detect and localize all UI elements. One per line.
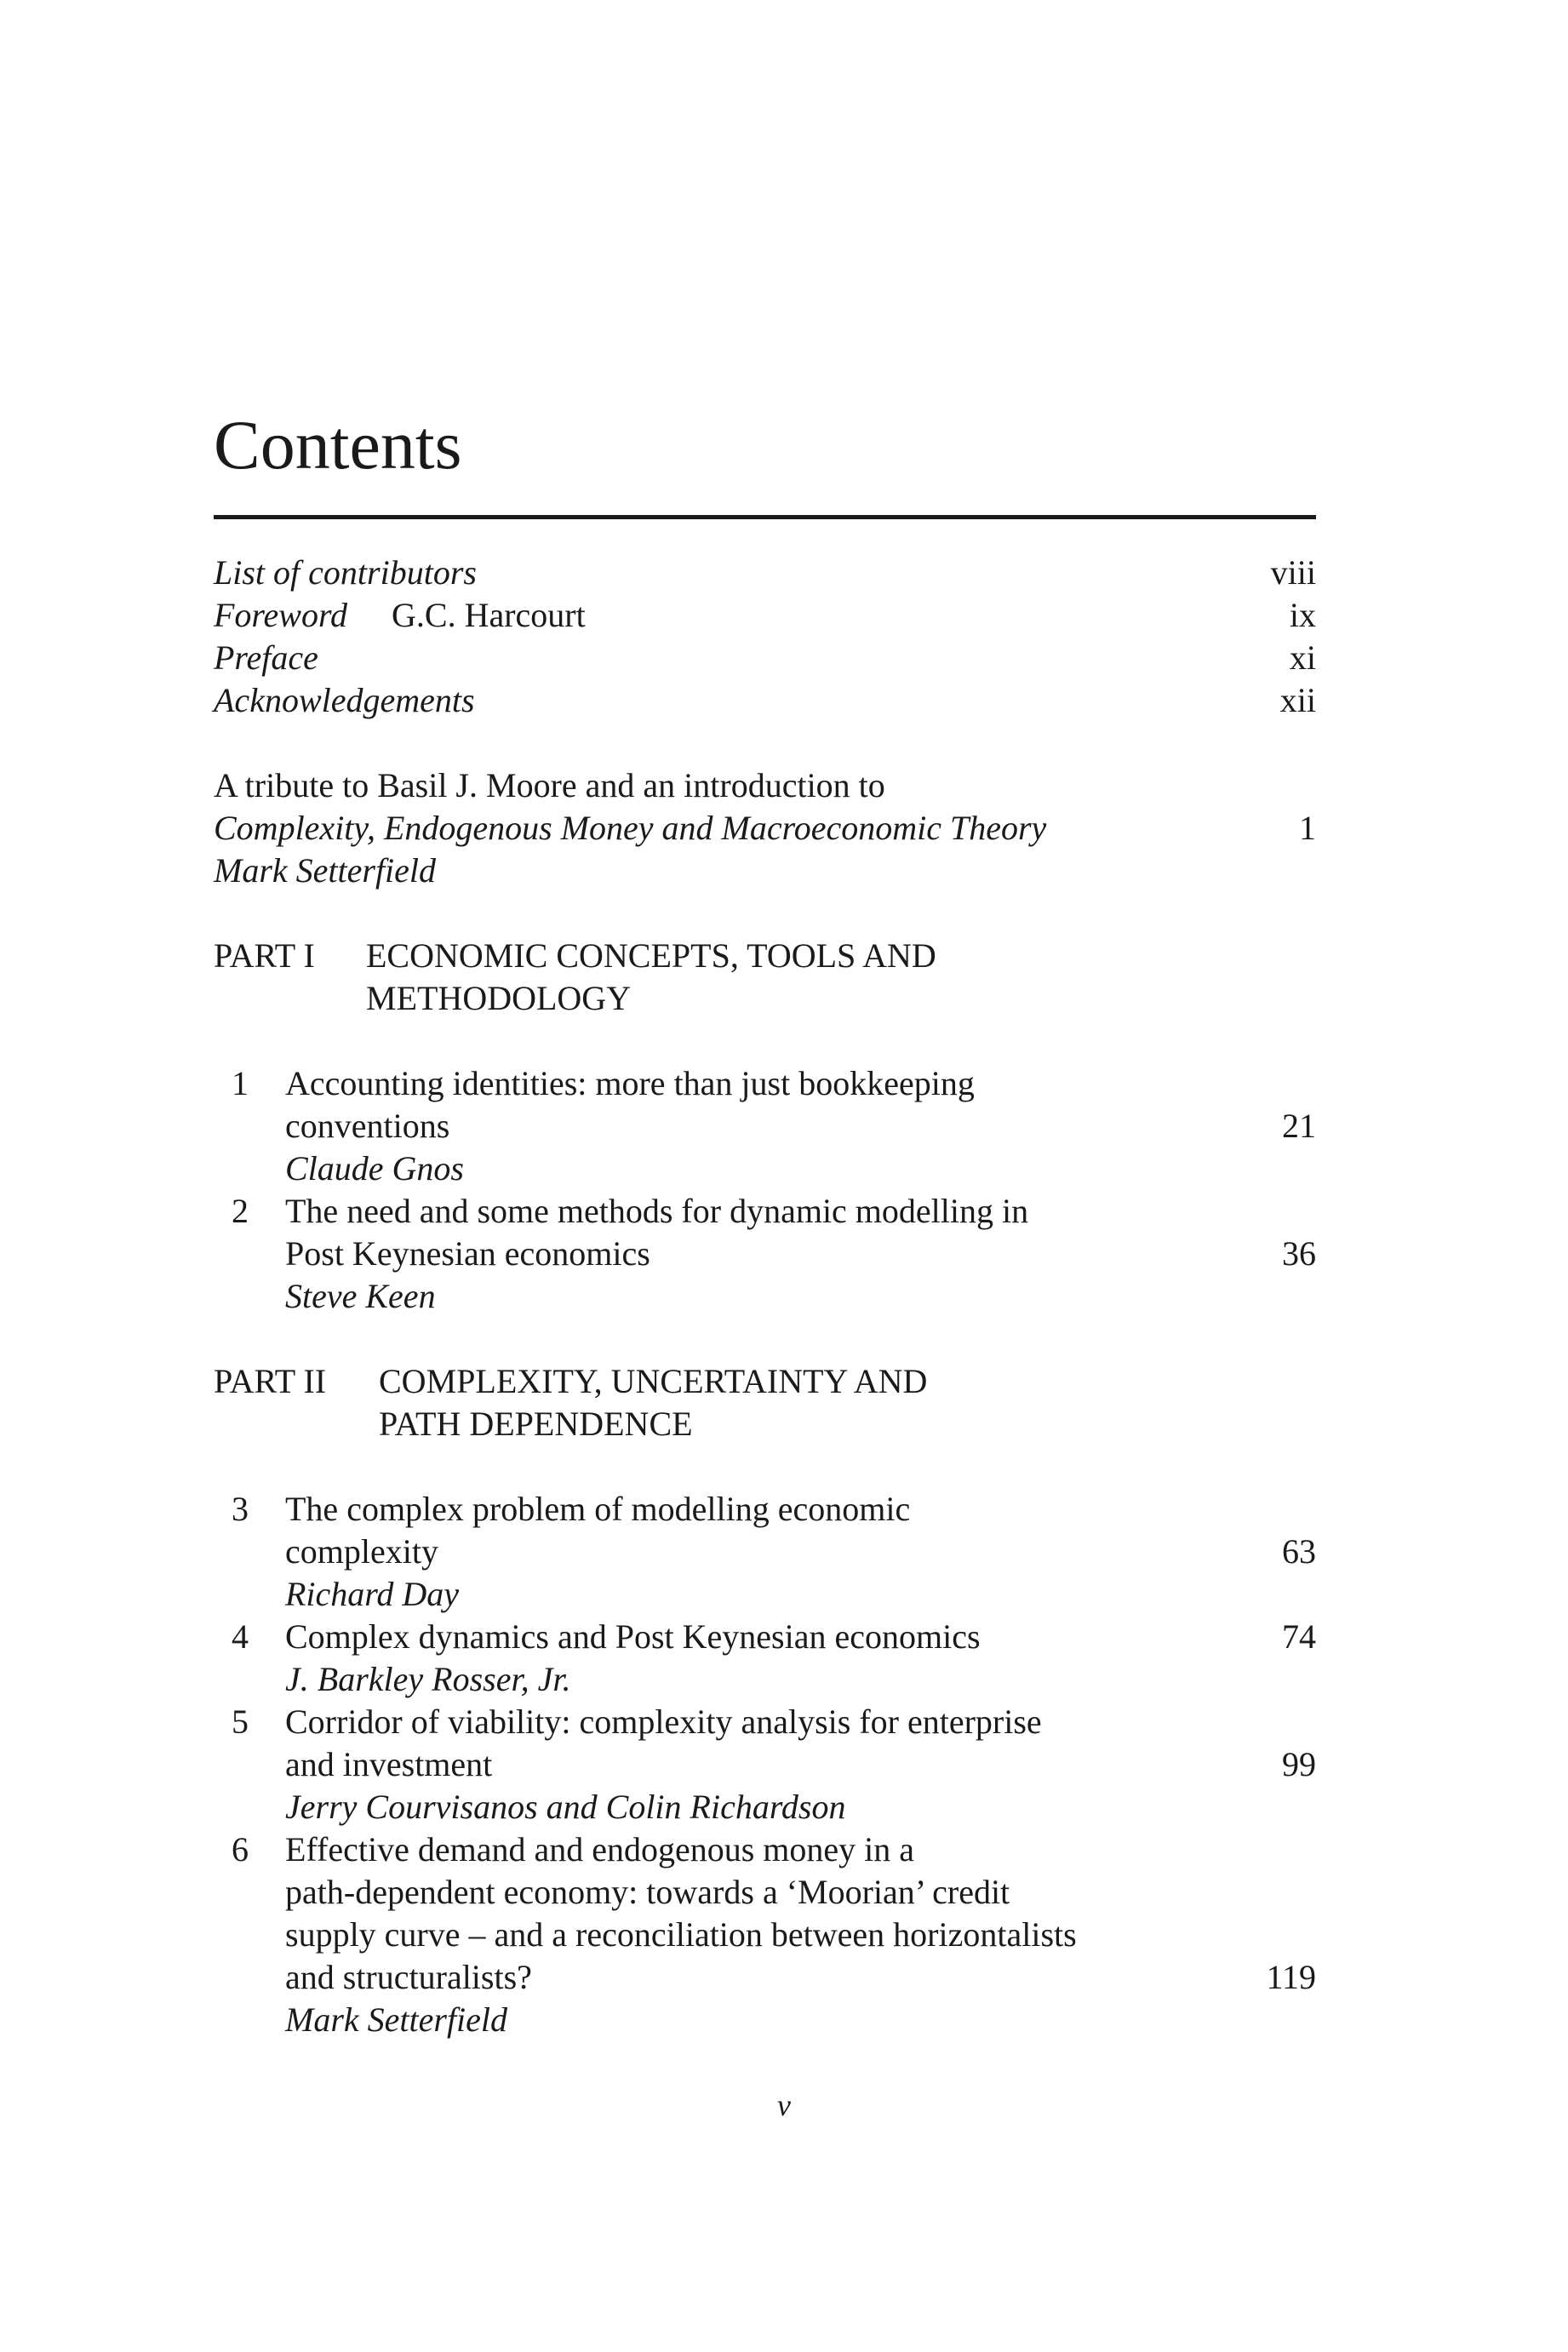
toc-chapter-title-line: conventions bbox=[285, 1107, 450, 1145]
toc-chapter-title-line: The need and some methods for dynamic modelling in bbox=[285, 1192, 1029, 1230]
toc-chapter-title-line: path-dependent economy: towards a ‘Moorian’ credit bbox=[285, 1873, 1010, 1911]
toc-chapter-author: Claude Gnos bbox=[285, 1149, 464, 1187]
toc-intro-page: 1 bbox=[1299, 809, 1316, 847]
toc-part-label: PART II bbox=[214, 1362, 327, 1400]
toc-front-author: G.C. Harcourt bbox=[392, 596, 586, 634]
toc-front-label: Preface bbox=[214, 638, 318, 677]
toc-chapter-title-line: Effective demand and endogenous money in a bbox=[285, 1830, 915, 1868]
toc-chapter-page: 74 bbox=[1282, 1617, 1316, 1656]
toc-part-title-line: PATH DEPENDENCE bbox=[379, 1405, 693, 1443]
toc-front-label: Foreword bbox=[214, 596, 348, 634]
toc-chapter-author: Mark Setterfield bbox=[285, 2000, 508, 2039]
toc-chapter-number: 1 bbox=[232, 1064, 249, 1102]
toc-intro-title-line: Complexity, Endogenous Money and Macroeconomic Theory bbox=[214, 809, 1047, 847]
toc-chapter-page: 21 bbox=[1282, 1107, 1316, 1145]
toc-chapter-title-line: Post Keynesian economics bbox=[285, 1234, 650, 1273]
toc-chapter-title-line: Accounting identities: more than just bookkeeping bbox=[285, 1064, 975, 1102]
toc-part-title-line: ECONOMIC CONCEPTS, TOOLS AND bbox=[366, 936, 936, 975]
toc-chapter-author: Steve Keen bbox=[285, 1277, 436, 1315]
toc-front-page: xii bbox=[1279, 681, 1316, 719]
toc-chapter-author: J. Barkley Rosser, Jr. bbox=[285, 1660, 571, 1698]
toc-chapter-number: 5 bbox=[232, 1702, 249, 1741]
toc-part-title-line: METHODOLOGY bbox=[366, 979, 632, 1017]
toc-chapter-page: 119 bbox=[1266, 1958, 1316, 1996]
toc-intro-author: Mark Setterfield bbox=[214, 851, 437, 890]
toc-chapter-page: 63 bbox=[1282, 1532, 1316, 1571]
toc-front-label: Acknowledgements bbox=[214, 681, 475, 719]
toc-intro-title-line: A tribute to Basil J. Moore and an introduction to bbox=[214, 766, 885, 804]
toc-chapter-number: 4 bbox=[232, 1617, 249, 1656]
page-title: Contents bbox=[214, 406, 462, 484]
toc-chapter-author: Richard Day bbox=[285, 1575, 460, 1613]
toc-chapter-page: 36 bbox=[1282, 1234, 1316, 1273]
toc-part-title-line: COMPLEXITY, UNCERTAINTY AND bbox=[379, 1362, 928, 1400]
toc-chapter-number: 2 bbox=[232, 1192, 249, 1230]
toc-chapter-page: 99 bbox=[1282, 1745, 1316, 1783]
toc-chapter-title-line: and structuralists? bbox=[285, 1958, 532, 1996]
toc-chapter-title-line: Corridor of viability: complexity analysis for enterprise bbox=[285, 1702, 1042, 1741]
toc-chapter-title-line: Complex dynamics and Post Keynesian economics bbox=[285, 1617, 981, 1656]
toc-chapter-title-line: supply curve – and a reconciliation between horizontalists bbox=[285, 1915, 1077, 1954]
toc-chapter-title-line: The complex problem of modelling economic bbox=[285, 1490, 911, 1528]
title-rule bbox=[214, 515, 1316, 519]
page-number: v bbox=[777, 2088, 791, 2122]
toc-chapter-number: 3 bbox=[232, 1490, 249, 1528]
toc-part-label: PART I bbox=[214, 936, 315, 975]
toc-chapter-title-line: and investment bbox=[285, 1745, 493, 1783]
toc-chapter-author: Jerry Courvisanos and Colin Richardson bbox=[285, 1788, 846, 1826]
toc-chapter-number: 6 bbox=[232, 1830, 249, 1868]
toc-front-page: xi bbox=[1289, 638, 1316, 677]
toc-chapter-title-line: complexity bbox=[285, 1532, 438, 1571]
toc-front-label: List of contributors bbox=[214, 553, 477, 592]
toc-front-page: viii bbox=[1270, 553, 1316, 592]
toc-front-page: ix bbox=[1289, 596, 1316, 634]
